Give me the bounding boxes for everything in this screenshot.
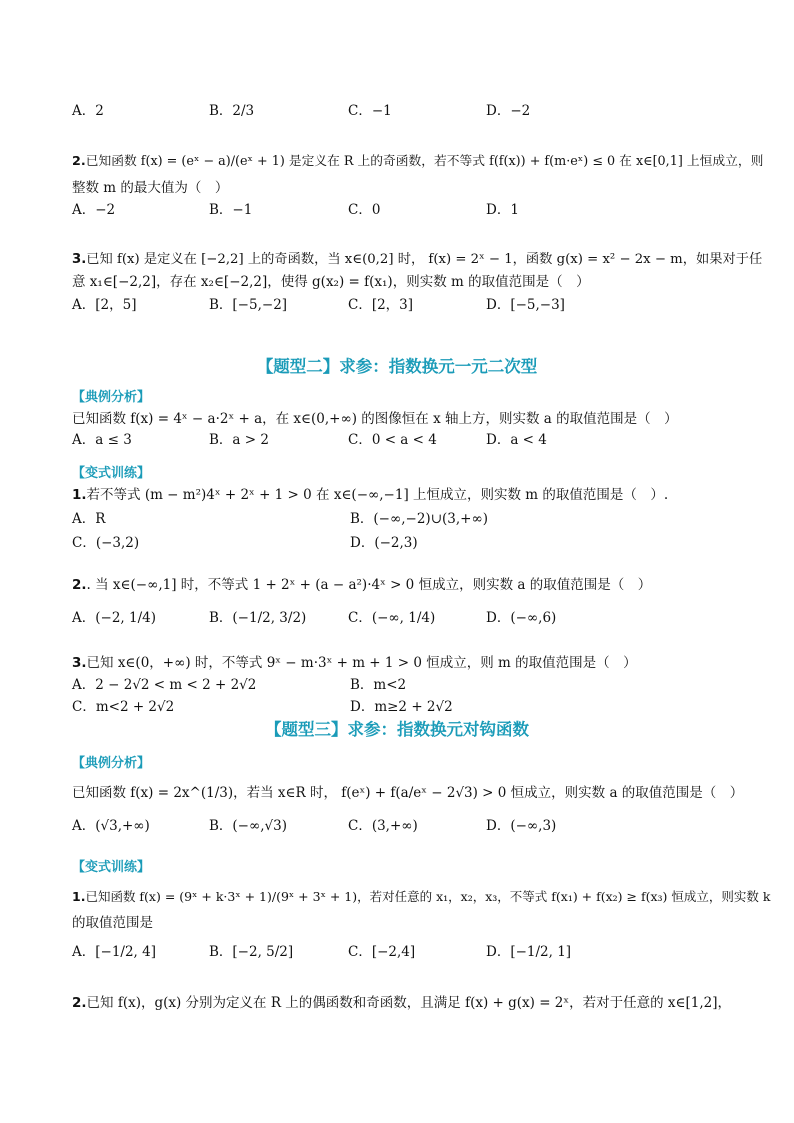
option-d: D．[−1/2, 1] xyxy=(486,944,572,960)
q2-line2: 整数 m 的最大值为（ ） xyxy=(72,180,229,196)
q2-text: 已知函数 f(x) = (eˣ − a)/(eˣ + 1) 是定义在 R 上的奇函数，若不等式 f(f(x)) + f(m·eˣ) ≤ 0 在 x∈[0,1] 上恒成立，则 xyxy=(85,154,764,169)
option-d: D．−2 xyxy=(486,103,531,119)
q2-options xyxy=(72,199,732,223)
option-c: C．m<2 + 2√2 xyxy=(72,699,175,715)
section-3-title: 【题型三】求参：指数换元对钩函数 xyxy=(265,720,529,739)
section-2-title: 【题型二】求参：指数换元一元二次型 xyxy=(256,357,538,376)
option-d: D．m≥2 + 2√2 xyxy=(350,699,453,715)
train-2-tag: 【变式训练】 xyxy=(72,466,151,481)
option-d: D．(−2,3) xyxy=(350,535,418,551)
train2-q2-line1 xyxy=(72,575,651,595)
train2-q3-options-row1 xyxy=(72,674,732,698)
train2-q2-text: . 当 x∈(−∞,1] 时，不等式 1 + 2ˣ + (a − a²)·4ˣ > 0 恒成立，则实数 a 的取值范围是（ ） xyxy=(86,577,652,593)
q3-text: 已知 f(x) 是定义在 [−2,2] 上的奇函数，当 x∈(0,2] 时， f(x) = 2ˣ − 1，函数 g(x) = x² − 2x − m，如果对于任 xyxy=(86,252,763,267)
q3-line2: 意 x₁∈[−2,2]，存在 x₂∈[−2,2]，使得 g(x₂) = f(x₁)，则实数 m 的取值范围是（ ） xyxy=(72,274,590,290)
option-d: D．a < 4 xyxy=(486,432,547,448)
train-3-tag: 【变式训练】 xyxy=(72,860,151,875)
train2-q1-line1 xyxy=(72,485,668,505)
option-a: A．(−2, 1/4) xyxy=(72,610,156,626)
option-a: A．a ≤ 3 xyxy=(72,432,132,448)
train3-q1-text: 已知函数 f(x) = (9ˣ + k·3ˣ + 1)/(9ˣ + 3ˣ + 1)，若对任意的 x₁，x₂，x₃，不等式 f(x₁) + f(x₂) ≥ f(x₃) 恒成立，则实数 k xyxy=(85,889,771,904)
option-b: B．(−1/2, 3/2) xyxy=(209,610,307,626)
example-2-tag: 【典例分析】 xyxy=(72,390,151,405)
train2-q3-number: 3. xyxy=(72,655,87,671)
option-d: D．1 xyxy=(486,202,519,218)
train3-q1-options xyxy=(72,941,732,965)
q3-number: 3. xyxy=(72,252,87,267)
option-c: C．−1 xyxy=(348,103,392,119)
train2-q3-text: 已知 x∈(0，+∞) 时，不等式 9ˣ − m·3ˣ + m + 1 > 0 恒成立，则 m 的取值范围是（ ） xyxy=(86,655,637,671)
q3-line1 xyxy=(72,250,762,270)
train3-q1-number: 1. xyxy=(72,889,86,904)
option-a: A．(√3,+∞) xyxy=(72,818,150,834)
option-a: A．2 xyxy=(72,103,104,119)
option-c: C．(3,+∞) xyxy=(348,818,418,834)
example-3-tag: 【典例分析】 xyxy=(72,756,151,771)
option-a: A．[−1/2, 4] xyxy=(72,944,156,960)
train2-q1-options-row1 xyxy=(72,508,732,532)
q3-options xyxy=(72,294,732,318)
option-a: A．[2，5] xyxy=(72,297,137,313)
option-a: A．R xyxy=(72,511,106,527)
example-2-line1: 已知函数 f(x) = 4ˣ − a·2ˣ + a，在 x∈(0,+∞) 的图像恒在 x 轴上方，则实数 a 的取值范围是（ ） xyxy=(72,411,678,427)
option-b: B．[−5,−2] xyxy=(209,297,288,313)
train3-q1-line2: 的取值范围是 xyxy=(72,915,153,931)
option-b: B．[−2, 5/2] xyxy=(209,944,294,960)
option-c: C．[−2,4] xyxy=(348,944,416,960)
option-d: D．(−∞,6) xyxy=(486,610,557,626)
example-2-options xyxy=(72,429,732,453)
option-c: C．(−∞, 1/4) xyxy=(348,610,436,626)
option-b: B．(−∞,−2)∪(3,+∞) xyxy=(350,511,488,527)
train2-q3-line1 xyxy=(72,653,637,673)
train3-q1-line1 xyxy=(72,887,770,907)
option-b: B．2/3 xyxy=(209,103,255,119)
train2-q1-number: 1. xyxy=(72,487,87,503)
q-top-options xyxy=(72,100,732,124)
option-a: A．−2 xyxy=(72,202,116,218)
train3-q2-text: 已知 f(x)，g(x) 分别为定义在 R 上的偶函数和奇函数，且满足 f(x) + g(x) = 2ˣ，若对于任意的 x∈[1,2]， xyxy=(86,995,732,1011)
train3-q2-number: 2. xyxy=(72,995,87,1011)
train2-q2-options xyxy=(72,607,732,631)
option-c: C．[2，3] xyxy=(348,297,414,313)
option-d: D．[−5,−3] xyxy=(486,297,565,313)
option-a: A．2 − 2√2 < m < 2 + 2√2 xyxy=(72,677,257,693)
q2-number: 2. xyxy=(72,154,86,169)
train2-q2-number: 2. xyxy=(72,577,87,593)
option-c: C．0 xyxy=(348,202,381,218)
q2-line1 xyxy=(72,152,763,172)
option-b: B．a > 2 xyxy=(209,432,269,448)
train2-q1-options-row2 xyxy=(72,532,732,556)
option-b: B．m<2 xyxy=(350,677,407,693)
option-c: C．(−3,2) xyxy=(72,535,140,551)
train3-q2-line1 xyxy=(72,993,731,1013)
option-c: C．0 < a < 4 xyxy=(348,432,437,448)
example-3-line1: 已知函数 f(x) = 2x^(1/3)，若当 x∈R 时， f(eˣ) + f(a/eˣ − 2√3) > 0 恒成立，则实数 a 的取值范围是（ ） xyxy=(72,785,744,801)
train2-q1-text: 若不等式 (m − m²)4ˣ + 2ˣ + 1 > 0 在 x∈(−∞,−1] 上恒成立，则实数 m 的取值范围是（ ）. xyxy=(86,487,669,503)
option-b: B．−1 xyxy=(209,202,253,218)
option-d: D．(−∞,3) xyxy=(486,818,557,834)
option-b: B．(−∞,√3) xyxy=(209,818,287,834)
example-3-options xyxy=(72,815,732,839)
